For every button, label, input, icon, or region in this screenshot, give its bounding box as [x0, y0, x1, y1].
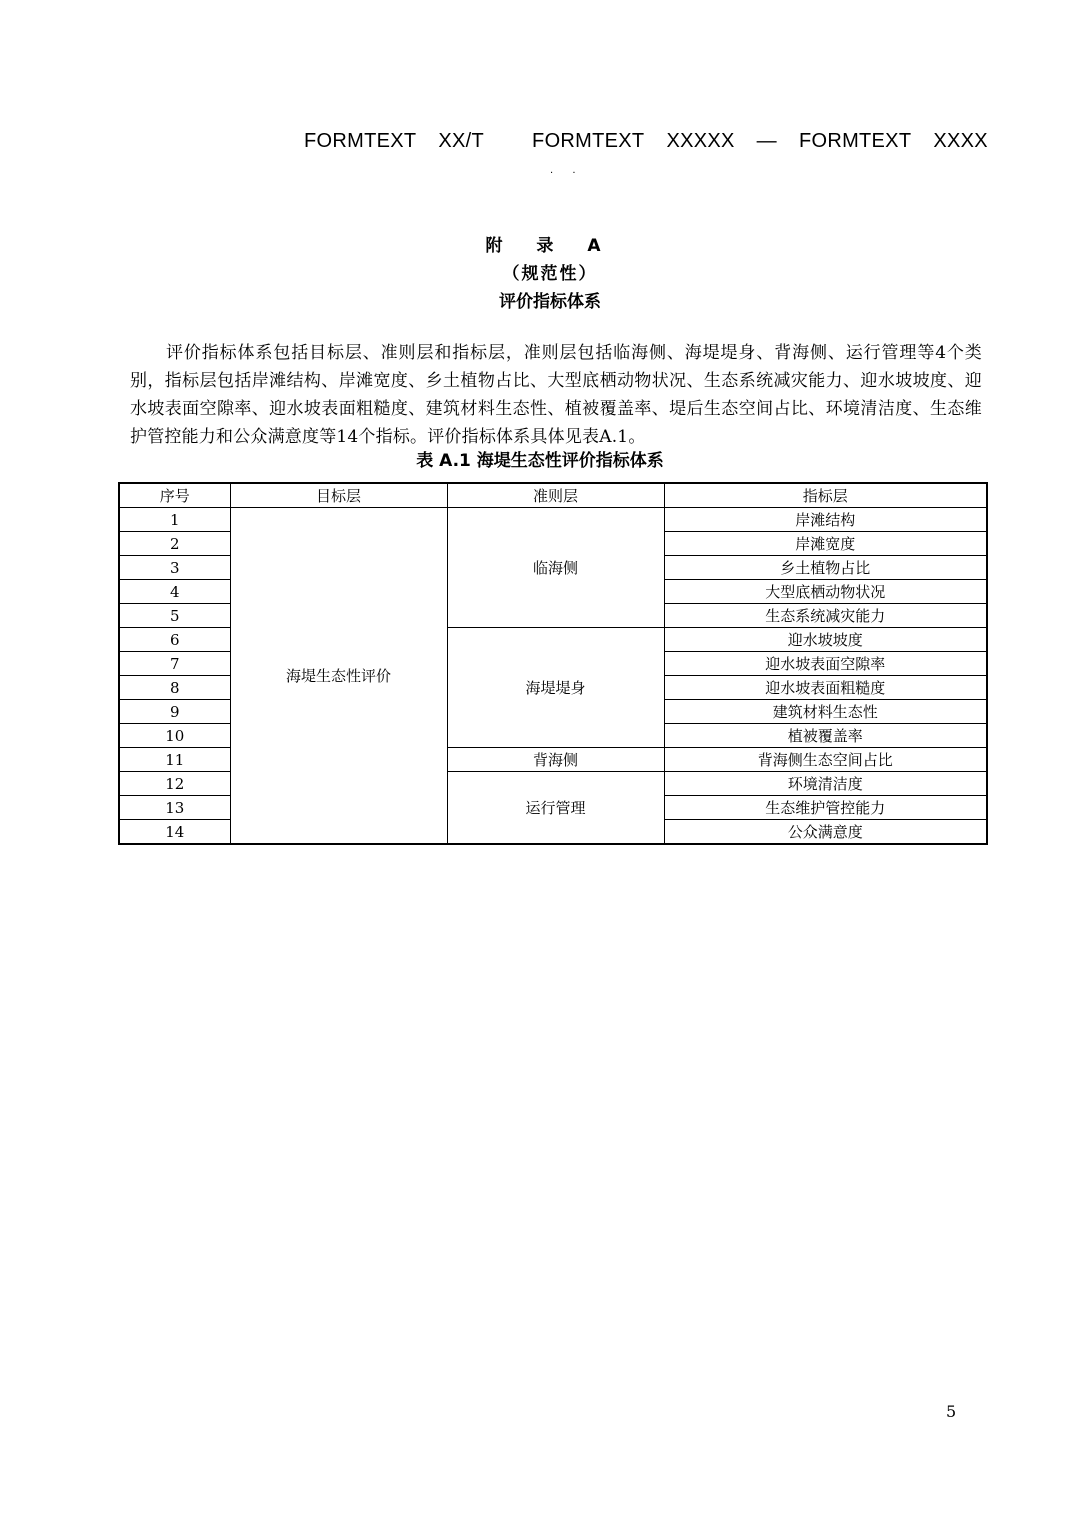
seq-cell: 3	[119, 556, 230, 580]
criterion-cell: 运行管理	[447, 772, 664, 845]
indicator-cell: 生态维护管控能力	[664, 796, 987, 820]
indicator-cell: 公众满意度	[664, 820, 987, 845]
seq-cell: 13	[119, 796, 230, 820]
indicator-cell: 植被覆盖率	[664, 724, 987, 748]
page-number: 5	[946, 1402, 957, 1421]
appendix-title: 附 录 A	[485, 236, 615, 256]
criterion-cell: 背海侧	[447, 748, 664, 772]
header-criterion: 准则层	[447, 483, 664, 508]
indicator-cell: 岸滩宽度	[664, 532, 987, 556]
document-header	[304, 130, 1010, 153]
header-dash: —	[756, 130, 777, 152]
appendix-nature: （规范性）	[502, 264, 598, 284]
indicator-cell: 建筑材料生态性	[664, 700, 987, 724]
indicator-cell: 环境清洁度	[664, 772, 987, 796]
indicator-table	[118, 482, 988, 845]
header-value-1: XX/T	[438, 130, 485, 152]
seq-cell: 10	[119, 724, 230, 748]
header-goal: 目标层	[230, 483, 447, 508]
seq-cell: 11	[119, 748, 230, 772]
seq-cell: 4	[119, 580, 230, 604]
indicator-cell: 生态系统减灾能力	[664, 604, 987, 628]
seq-cell: 5	[119, 604, 230, 628]
criterion-cell: 临海侧	[447, 508, 664, 628]
seq-cell: 6	[119, 628, 230, 652]
header-dots: · ·	[550, 168, 584, 179]
indicator-cell: 迎水坡表面粗糙度	[664, 676, 987, 700]
indicator-cell: 迎水坡坡度	[664, 628, 987, 652]
indicator-cell: 大型底栖动物状况	[664, 580, 987, 604]
header-field-2: FORMTEXT	[532, 130, 645, 152]
seq-cell: 12	[119, 772, 230, 796]
goal-cell: 海堤生态性评价	[230, 508, 447, 845]
header-field-1: FORMTEXT	[304, 130, 417, 152]
header-seq: 序号	[119, 483, 230, 508]
body-paragraph: 评价指标体系包括目标层、准则层和指标层，准则层包括临海侧、海堤堤身、背海侧、运行管理等4个类别，指标层包括岸滩结构、岸滩宽度、乡土植物占比、大型底栖动物状况、生态系统减灾能力、迎水坡坡度、迎水坡表面空隙率、迎水坡表面粗糙度、建筑材料生态性、植被覆盖率、堤后生态空间占比、环境清洁度、生态维护管控能力和公众满意度等14个指标。评价指标体系具体见表A.1。	[130, 343, 982, 447]
table-row	[119, 508, 987, 532]
header-field-3: FORMTEXT	[798, 130, 912, 152]
seq-cell: 2	[119, 532, 230, 556]
appendix-subtitle: 评价指标体系	[499, 292, 601, 312]
indicator-cell: 乡土植物占比	[664, 556, 987, 580]
table-header-row	[119, 483, 987, 508]
seq-cell: 7	[119, 652, 230, 676]
seq-cell: 9	[119, 700, 230, 724]
header-value-3: XXXX	[933, 130, 988, 152]
indicator-cell: 岸滩结构	[664, 508, 987, 532]
indicator-cell: 迎水坡表面空隙率	[664, 652, 987, 676]
seq-cell: 1	[119, 508, 230, 532]
seq-cell: 14	[119, 820, 230, 845]
criterion-cell: 海堤堤身	[447, 628, 664, 748]
header-indicator: 指标层	[664, 483, 987, 508]
seq-cell: 8	[119, 676, 230, 700]
table-caption: 表 A.1 海堤生态性评价指标体系	[416, 451, 664, 471]
header-value-2: XXXXX	[666, 130, 735, 152]
indicator-cell: 背海侧生态空间占比	[664, 748, 987, 772]
